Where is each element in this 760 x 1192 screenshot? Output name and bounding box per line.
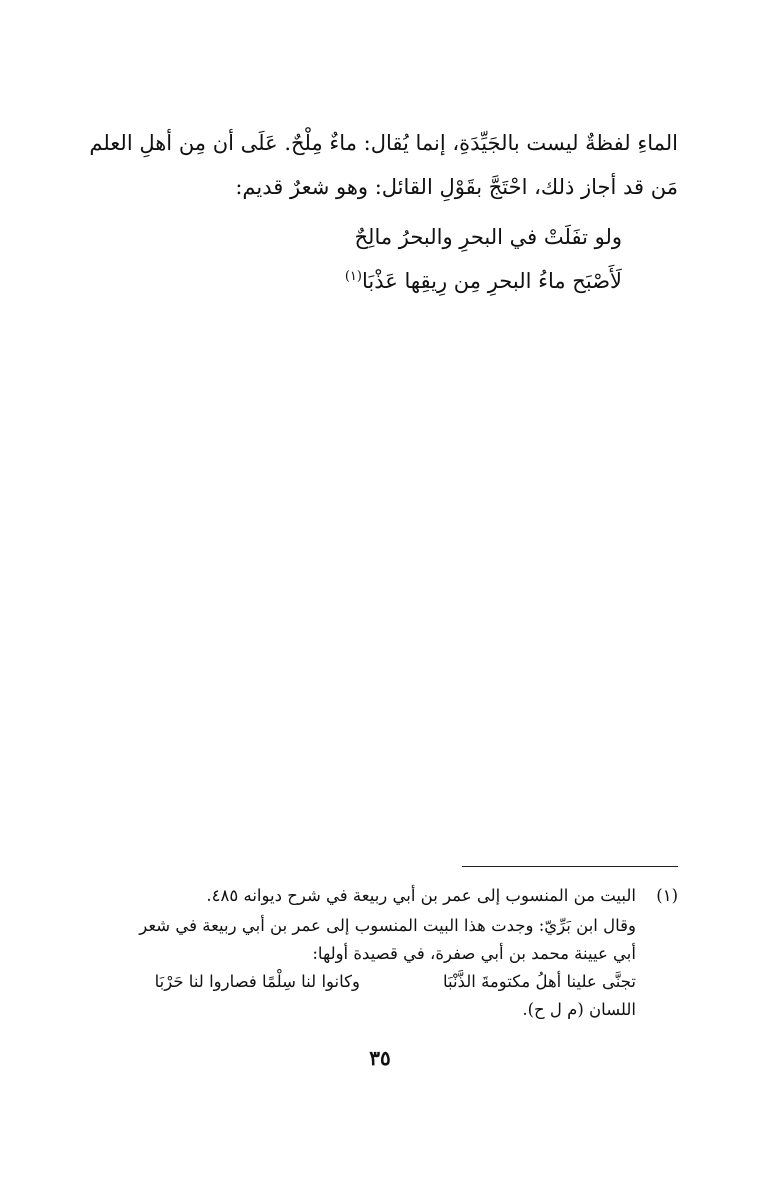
footnote-line-3: أبي عيينة محمد بن أبي صفرة، في قصيدة أولها: [312, 944, 636, 963]
verse-hemistich-2 [345, 264, 622, 298]
page-number: ٣٥ [369, 1046, 391, 1070]
footnote-verse-right: تجنَّى علينا أهلُ مكتومةَ الذَّنْبَا [442, 972, 636, 991]
body-line-1: الماءِ لفظةٌ ليست بالجَيِّدَةِ، إنما يُقال: ماءٌ مِلْحٌ. عَلَى أن مِن أهلِ العلم [89, 131, 678, 155]
footnote-line-5: اللسان (م ل ح). [522, 1000, 636, 1019]
footnote-line-1: البيت من المنسوب إلى عمر بن أبي ربيعة في شرح ديوانه ٤٨٥. [206, 886, 636, 905]
footnote-line-2: وقال ابن بَرِّيّ: وجدت هذا البيت المنسوب إلى عمر بن أبي ربيعة في شعر [139, 916, 636, 935]
body-line-2: مَن قد أجاز ذلك، احْتَجَّ بقَوْلِ القائل: وهو شعرٌ قديم: [235, 175, 678, 199]
footnote-reference: (١) [344, 269, 362, 284]
verse-hemistich-2-text: لَأَصْبَح ماءُ البحرِ مِن رِيقِها عَذْبَا [361, 269, 622, 293]
footnote-separator [462, 866, 678, 867]
verse-hemistich-1: ولو تفَلَتْ في البحرِ والبحرُ مالِحٌ [354, 225, 622, 249]
footnote-verse-left: وكانوا لنا سِلْمًا فصاروا لنا حَرْبَا [154, 972, 360, 991]
footnote-number: (١) [656, 886, 678, 905]
